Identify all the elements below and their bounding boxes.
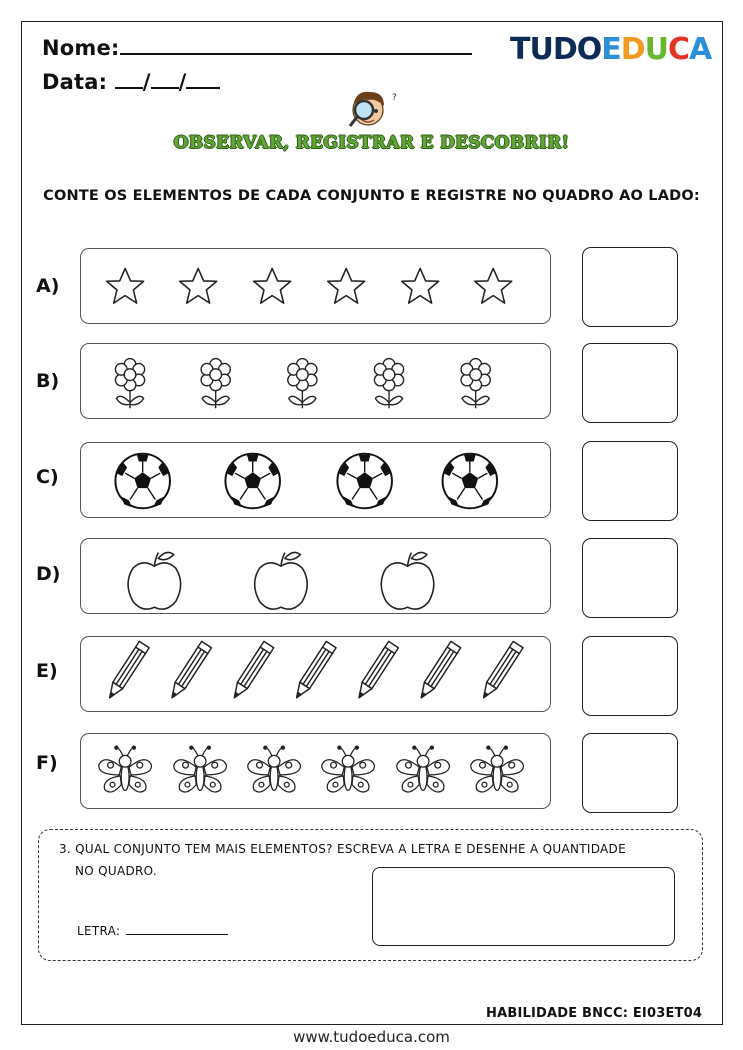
pencil-icon bbox=[229, 641, 273, 700]
flower-icon bbox=[374, 359, 403, 409]
answer-box-e[interactable] bbox=[582, 636, 678, 716]
date-year-line[interactable] bbox=[186, 87, 220, 89]
flower-icon bbox=[288, 359, 317, 409]
row-label-d: D) bbox=[36, 563, 61, 585]
star-icon bbox=[254, 268, 291, 303]
soccer-ball-icon bbox=[225, 454, 280, 509]
instruction-text: CONTE OS ELEMENTOS DE CADA CONJUNTO E REGISTRE NO QUADRO AO LADO: bbox=[43, 188, 700, 204]
butterflies-set bbox=[81, 734, 550, 808]
flower-icon bbox=[201, 359, 230, 409]
name-blank-line[interactable] bbox=[120, 53, 472, 55]
pencil-icon bbox=[416, 641, 460, 700]
website-url: www.tudoeduca.com bbox=[293, 1028, 450, 1046]
letra-label: LETRA: bbox=[77, 924, 121, 938]
activity-title: OBSERVAR, REGISTRAR E DESCOBRIR! bbox=[173, 133, 570, 153]
question-3-text: 3. QUAL CONJUNTO TEM MAIS ELEMENTOS? ESCREVA A LETRA E DESENHE A QUANTIDADE bbox=[59, 842, 626, 856]
question-3-text-cont: NO QUADRO. bbox=[75, 864, 158, 878]
pencil-icon bbox=[479, 641, 523, 700]
pencil-icon bbox=[354, 641, 398, 700]
soccer-ball-icon bbox=[337, 454, 392, 509]
butterfly-icon bbox=[322, 746, 375, 792]
star-icon bbox=[107, 268, 144, 303]
butterfly-icon bbox=[248, 746, 301, 792]
date-label: Data: bbox=[42, 70, 108, 94]
row-label-e: E) bbox=[36, 660, 58, 682]
set-box-a bbox=[80, 248, 551, 324]
row-label-f: F) bbox=[36, 752, 58, 774]
letra-field bbox=[77, 924, 228, 938]
tudoeduca-logo: TUDOEDUCA bbox=[510, 32, 712, 67]
answer-box-f[interactable] bbox=[582, 733, 678, 813]
apple-icon bbox=[128, 552, 181, 609]
date-day-line[interactable] bbox=[115, 87, 143, 89]
stars-set bbox=[81, 249, 550, 323]
date-separator: / bbox=[178, 70, 187, 94]
date-field bbox=[42, 70, 220, 94]
date-separator: / bbox=[142, 70, 151, 94]
answer-box-c[interactable] bbox=[582, 441, 678, 521]
pencil-icon bbox=[167, 641, 211, 700]
answer-box-d[interactable] bbox=[582, 538, 678, 618]
pencils-set bbox=[81, 637, 550, 711]
butterfly-icon bbox=[99, 746, 152, 792]
apples-set bbox=[81, 539, 550, 613]
set-box-d bbox=[80, 538, 551, 614]
row-label-a: A) bbox=[36, 275, 60, 297]
set-box-e bbox=[80, 636, 551, 712]
apple-icon bbox=[255, 552, 308, 609]
svg-text:?: ? bbox=[392, 93, 397, 103]
bncc-skill-code: HABILIDADE BNCC: EI03ET04 bbox=[486, 1006, 703, 1021]
star-icon bbox=[475, 268, 512, 303]
row-label-c: C) bbox=[36, 466, 59, 488]
soccer-ball-icon bbox=[115, 454, 170, 509]
soccer-ball-icon bbox=[443, 454, 498, 509]
apple-icon bbox=[381, 552, 434, 609]
pencil-icon bbox=[292, 641, 336, 700]
butterfly-icon bbox=[397, 746, 450, 792]
name-field bbox=[42, 36, 472, 60]
draw-quantity-box[interactable] bbox=[372, 867, 675, 946]
butterfly-icon bbox=[471, 746, 524, 792]
star-icon bbox=[180, 268, 217, 303]
flower-icon bbox=[461, 359, 490, 409]
set-box-f bbox=[80, 733, 551, 809]
set-box-b bbox=[80, 343, 551, 419]
set-box-c bbox=[80, 442, 551, 518]
answer-box-b[interactable] bbox=[582, 343, 678, 423]
detective-kid-icon bbox=[346, 86, 400, 130]
date-month-line[interactable] bbox=[151, 87, 179, 89]
letra-blank-line[interactable] bbox=[126, 934, 228, 935]
flower-icon bbox=[115, 359, 144, 409]
pencil-icon bbox=[105, 641, 149, 700]
butterfly-icon bbox=[174, 746, 227, 792]
flowers-set bbox=[81, 344, 550, 418]
answer-box-a[interactable] bbox=[582, 247, 678, 327]
question-3-box bbox=[38, 829, 703, 961]
soccer-balls-set bbox=[81, 443, 550, 517]
name-label: Nome: bbox=[42, 36, 120, 60]
star-icon bbox=[402, 268, 439, 303]
row-label-b: B) bbox=[36, 370, 60, 392]
star-icon bbox=[328, 268, 365, 303]
